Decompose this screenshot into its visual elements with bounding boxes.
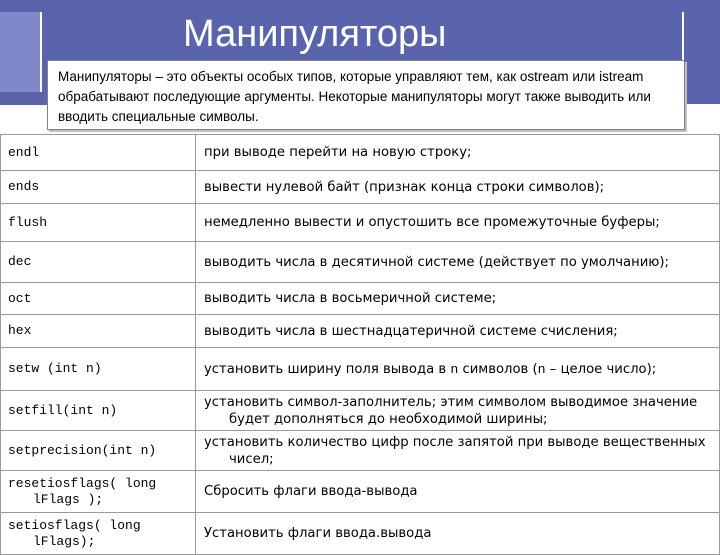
manipulator-name: resetiosflags( long lFlags ); — [8, 475, 157, 507]
manipulator-name: oct — [1, 283, 196, 315]
manipulator-name: dec — [1, 242, 196, 283]
manipulator-description: установить ширину поля вывода в n символов (n – целое число); — [204, 361, 657, 377]
manipulator-name: endl — [1, 135, 196, 171]
manipulator-description: установить количество цифр после запятой при выводе вещественных чисел; — [204, 434, 706, 467]
table-row — [1, 283, 720, 315]
table-row — [1, 431, 720, 471]
manipulator-description: вывести нулевой байт (признак конца строки символов); — [196, 171, 720, 204]
table-row — [1, 391, 720, 431]
decorative-block-left — [0, 12, 42, 92]
code-n: n — [537, 361, 546, 377]
manipulator-description: Установить флаги ввода.вывода — [196, 513, 720, 555]
manipulators-table — [0, 134, 720, 555]
manipulator-name: setprecision(int n) — [1, 431, 196, 471]
slide-title: Манипуляторы — [183, 13, 447, 55]
manipulator-description: установить символ-заполнитель; этим символом выводимое значение будет дополняться до необходимой ширины; — [204, 394, 698, 427]
manipulator-description: при выводе перейти на новую строку; — [196, 135, 720, 171]
manipulator-name: hex — [1, 315, 196, 348]
manipulator-description: немедленно вывести и опустошить все промежуточные буферы; — [204, 215, 660, 230]
table-row — [1, 242, 720, 283]
manipulator-name: setfill(int n) — [1, 391, 196, 431]
table-row — [1, 204, 720, 242]
intro-box — [47, 60, 685, 130]
table-row — [1, 348, 720, 391]
table-row — [1, 513, 720, 555]
table-row — [1, 315, 720, 348]
manipulator-description: выводить числа в восьмеричной системе; — [196, 283, 720, 315]
table-row — [1, 135, 720, 171]
manipulator-description: выводить числа в шестнадцатеричной системе счисления; — [196, 315, 720, 348]
code-n: n — [450, 361, 459, 377]
manipulator-name: setiosflags( long lFlags); — [8, 517, 141, 549]
table-row — [1, 471, 720, 513]
table-row — [1, 171, 720, 204]
intro-text: Манипуляторы – это объекты особых типов, которые управляют тем, как ostream или istream обрабатывают последующие аргументы. Некоторые манипуляторы могут также выводить или вводить специальные символы. — [58, 69, 651, 124]
manipulator-description: выводить числа в десятичной системе (действует по умолчанию); — [204, 254, 670, 270]
manipulator-name: flush — [1, 204, 196, 242]
decorative-frame-right — [682, 12, 720, 106]
manipulator-name: ends — [1, 171, 196, 204]
manipulator-description: Сбросить флаги ввода-вывода — [196, 471, 720, 513]
manipulator-name: setw (int n) — [1, 348, 196, 391]
